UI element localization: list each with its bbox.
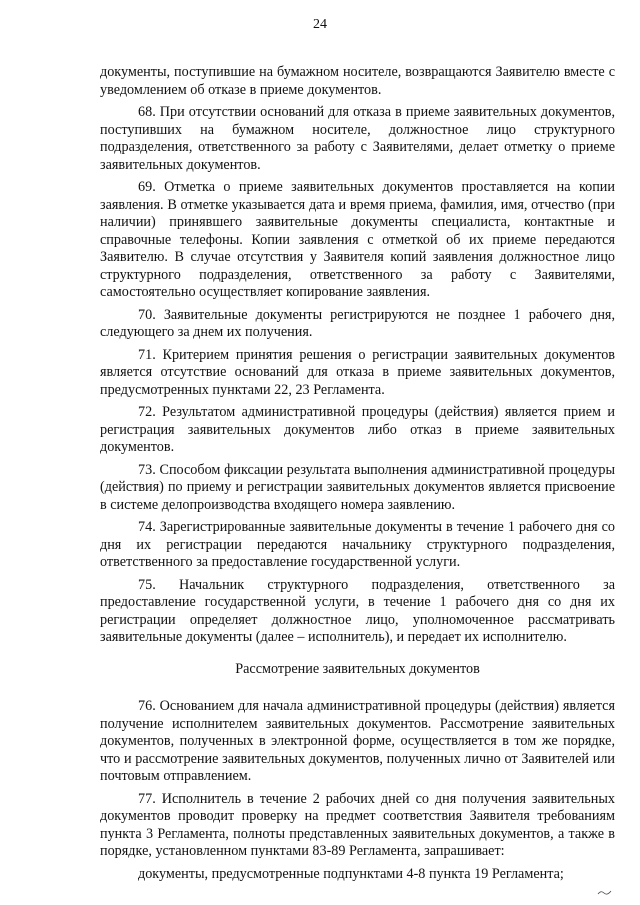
body-paragraph: 68. При отсутствии оснований для отказа в приеме заявительных документов, поступивших на бумажном носителе, должностное лицо структурного подразделения, ответственного за работу с Заявителями, делает отметку о приеме заявительных документов. (100, 104, 615, 173)
paragraphs-before (100, 64, 615, 647)
body-paragraph: 75. Начальник структурного подразделения, ответственного за предоставление государственной услуги, в течение 1 рабочего дня со дня их регистрации определяет должностное лицо, уполномоченное рассматривать заявительные документы (далее – исполнитель), и передает их исполнителю. (100, 576, 615, 645)
body-paragraph: 69. Отметка о приеме заявительных документов проставляется на копии заявления. В отметке указывается дата и время приема, фамилия, имя, отчество (при наличии) принявшего заявительные документы специалиста, контактные и справочные телефоны. Копии заявления с отметкой об их приеме передаются Заявителю. В случае отсутствия у Заявителя копий заявления должностное лицо структурного подразделения, ответственного за работу с Заявителями, самостоятельно осуществляет копирование заявления. (100, 179, 615, 300)
page-number: 24 (313, 17, 327, 32)
body-paragraph: 74. Зарегистрированные заявительные документы в течение 1 рабочего дня со дня их регистрации передаются начальнику структурного подразделения, ответственного за предоставление государственной услуги. (100, 519, 615, 570)
section-paragraph: 76. Основанием для начала административной процедуры (действия) является получение исполнителем заявительных документов. Рассмотрение заявительных документов, полученных в электронной форме, осуществляется в том же порядке, что и рассмотрение заявительных документов, полученных лично от Заявителей или почтовым отправлением. (100, 698, 615, 784)
body-paragraph: 70. Заявительные документы регистрируются не позднее 1 рабочего дня, следующего за днем их получения. (100, 306, 615, 340)
body-paragraph: 73. Способом фиксации результата выполнения административной процедуры (действия) по приему и регистрации заявительных документов является присвоение в системе делопроизводства входящего номера заявлению. (100, 461, 615, 513)
section-paragraph: документы, предусмотренные подпунктами 4-8 пункта 19 Регламента; (138, 865, 564, 882)
paragraphs-after (100, 698, 615, 883)
document-body (100, 64, 615, 888)
body-paragraph: документы, поступившие на бумажном носителе, возвращаются Заявителю вместе с уведомлением об отказе в приеме документов. (100, 64, 615, 98)
body-paragraph: 72. Результатом административной процедуры (действия) является прием и регистрация заявительных документов либо отказ в приеме заявительных документов. (100, 404, 615, 455)
section-paragraph: 77. Исполнитель в течение 2 рабочих дней со дня получения заявительных документов проводит проверку на предмет соответствия Заявителя требованиям пункта 3 Регламента, полноты представленных заявительных документов, а также в порядке, установленном пунктами 83-89 Регламента, запрашивает: (100, 790, 615, 859)
section-heading: Рассмотрение заявительных документов (235, 660, 480, 677)
body-paragraph: 71. Критерием принятия решения о регистрации заявительных документов является отсутствие оснований для отказа в приеме заявительных документов, предусмотренных пунктами 22, 23 Регламента. (100, 346, 615, 398)
scan-mark (597, 888, 613, 896)
